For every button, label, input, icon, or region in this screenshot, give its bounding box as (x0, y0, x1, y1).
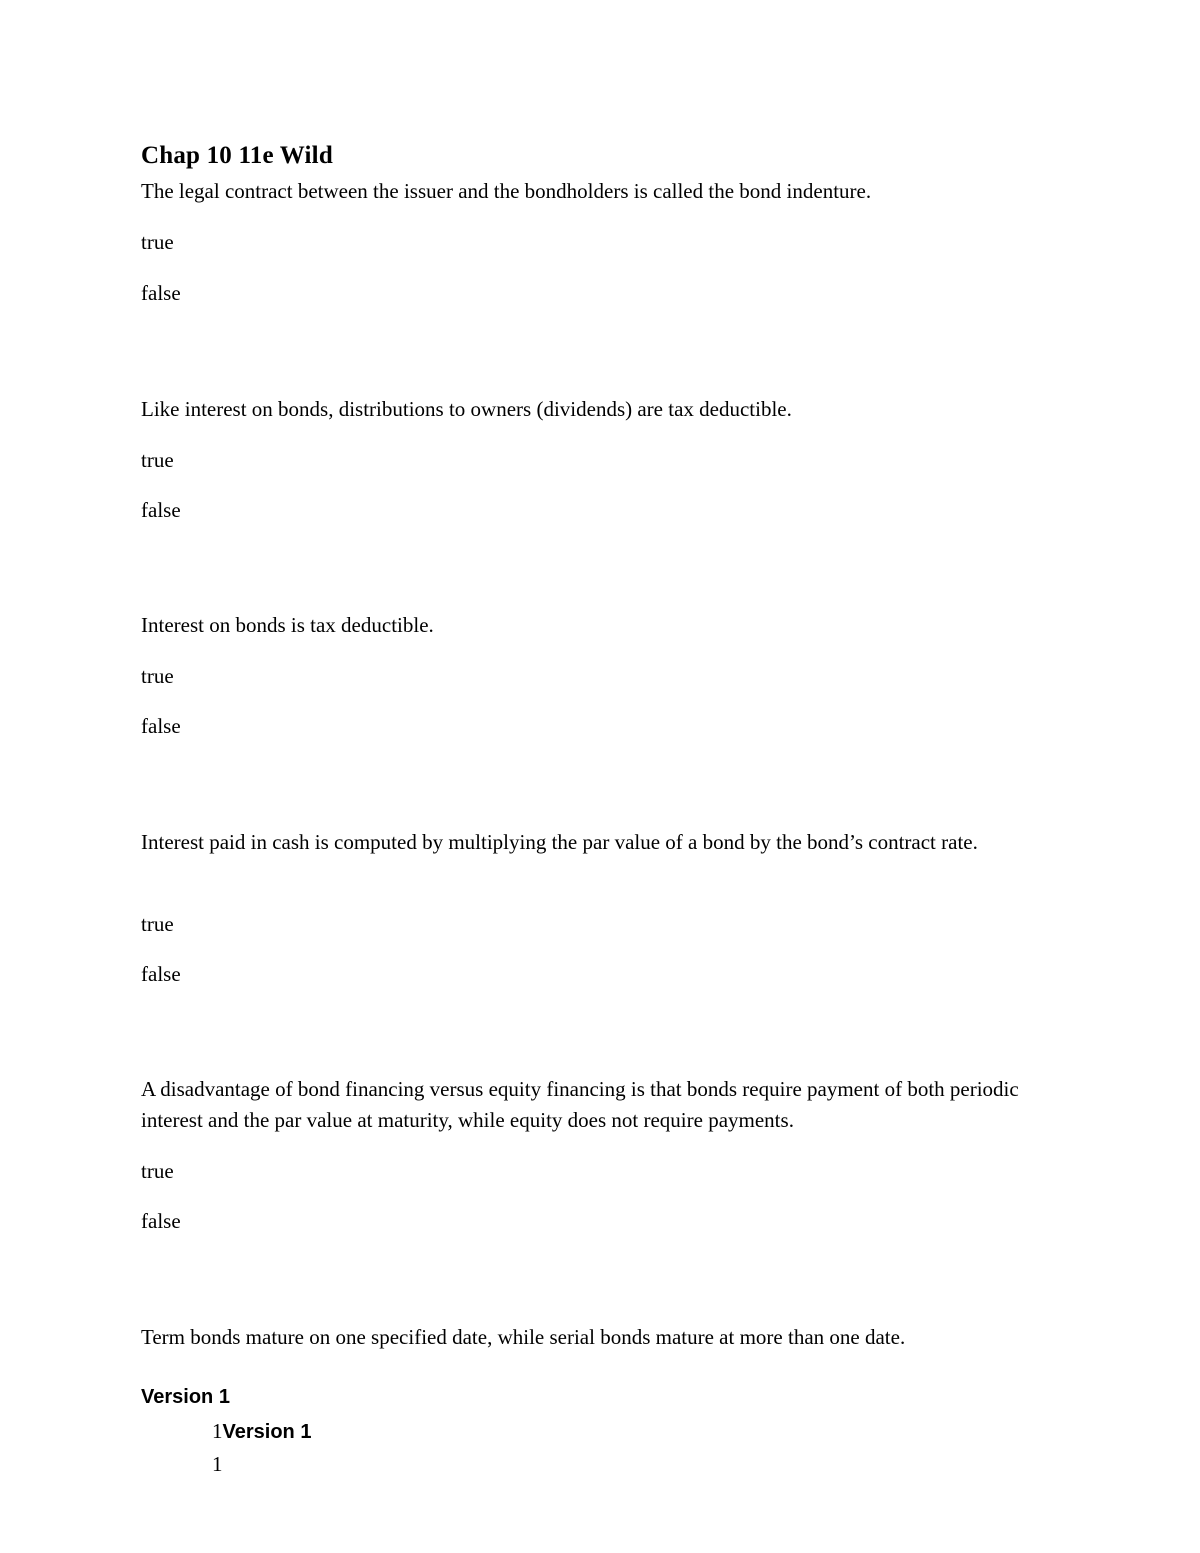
question-4-option-true: true (141, 912, 174, 936)
version-sub-label: Version 1 (222, 1421, 312, 1443)
question-1-option-false: false (141, 281, 181, 305)
question-1-text: The legal contract between the issuer and the bondholders is called the bond indenture. (141, 179, 872, 203)
version-number: 1 (212, 1452, 223, 1476)
question-5-option-false: false (141, 1209, 181, 1233)
question-2-text: Like interest on bonds, distributions to owners (dividends) are tax deductible. (141, 397, 792, 421)
question-6-text: Term bonds mature on one specified date, while serial bonds mature at more than one date. (141, 1325, 906, 1349)
document-title: Chap 10 11e Wild (141, 142, 333, 169)
question-3-option-false: false (141, 714, 181, 738)
question-5-text: A disadvantage of bond financing versus equity financing is that bonds require payment of both periodic interest and the par value at maturity, while equity does not require payments. (141, 1077, 1019, 1132)
question-3-option-true: true (141, 664, 174, 688)
version-subheading (212, 1419, 311, 1444)
question-4-option-false: false (141, 962, 181, 986)
question-1-option-true: true (141, 230, 174, 254)
question-2-option-false: false (141, 498, 181, 522)
question-2-option-true: true (141, 448, 174, 472)
version-sub-prefix: 1 (212, 1419, 223, 1443)
version-heading: Version 1 (141, 1386, 230, 1408)
question-5-option-true: true (141, 1159, 174, 1183)
question-3-text: Interest on bonds is tax deductible. (141, 613, 434, 637)
question-4-text: Interest paid in cash is computed by multiplying the par value of a bond by the bond’s contract rate. (141, 830, 978, 854)
